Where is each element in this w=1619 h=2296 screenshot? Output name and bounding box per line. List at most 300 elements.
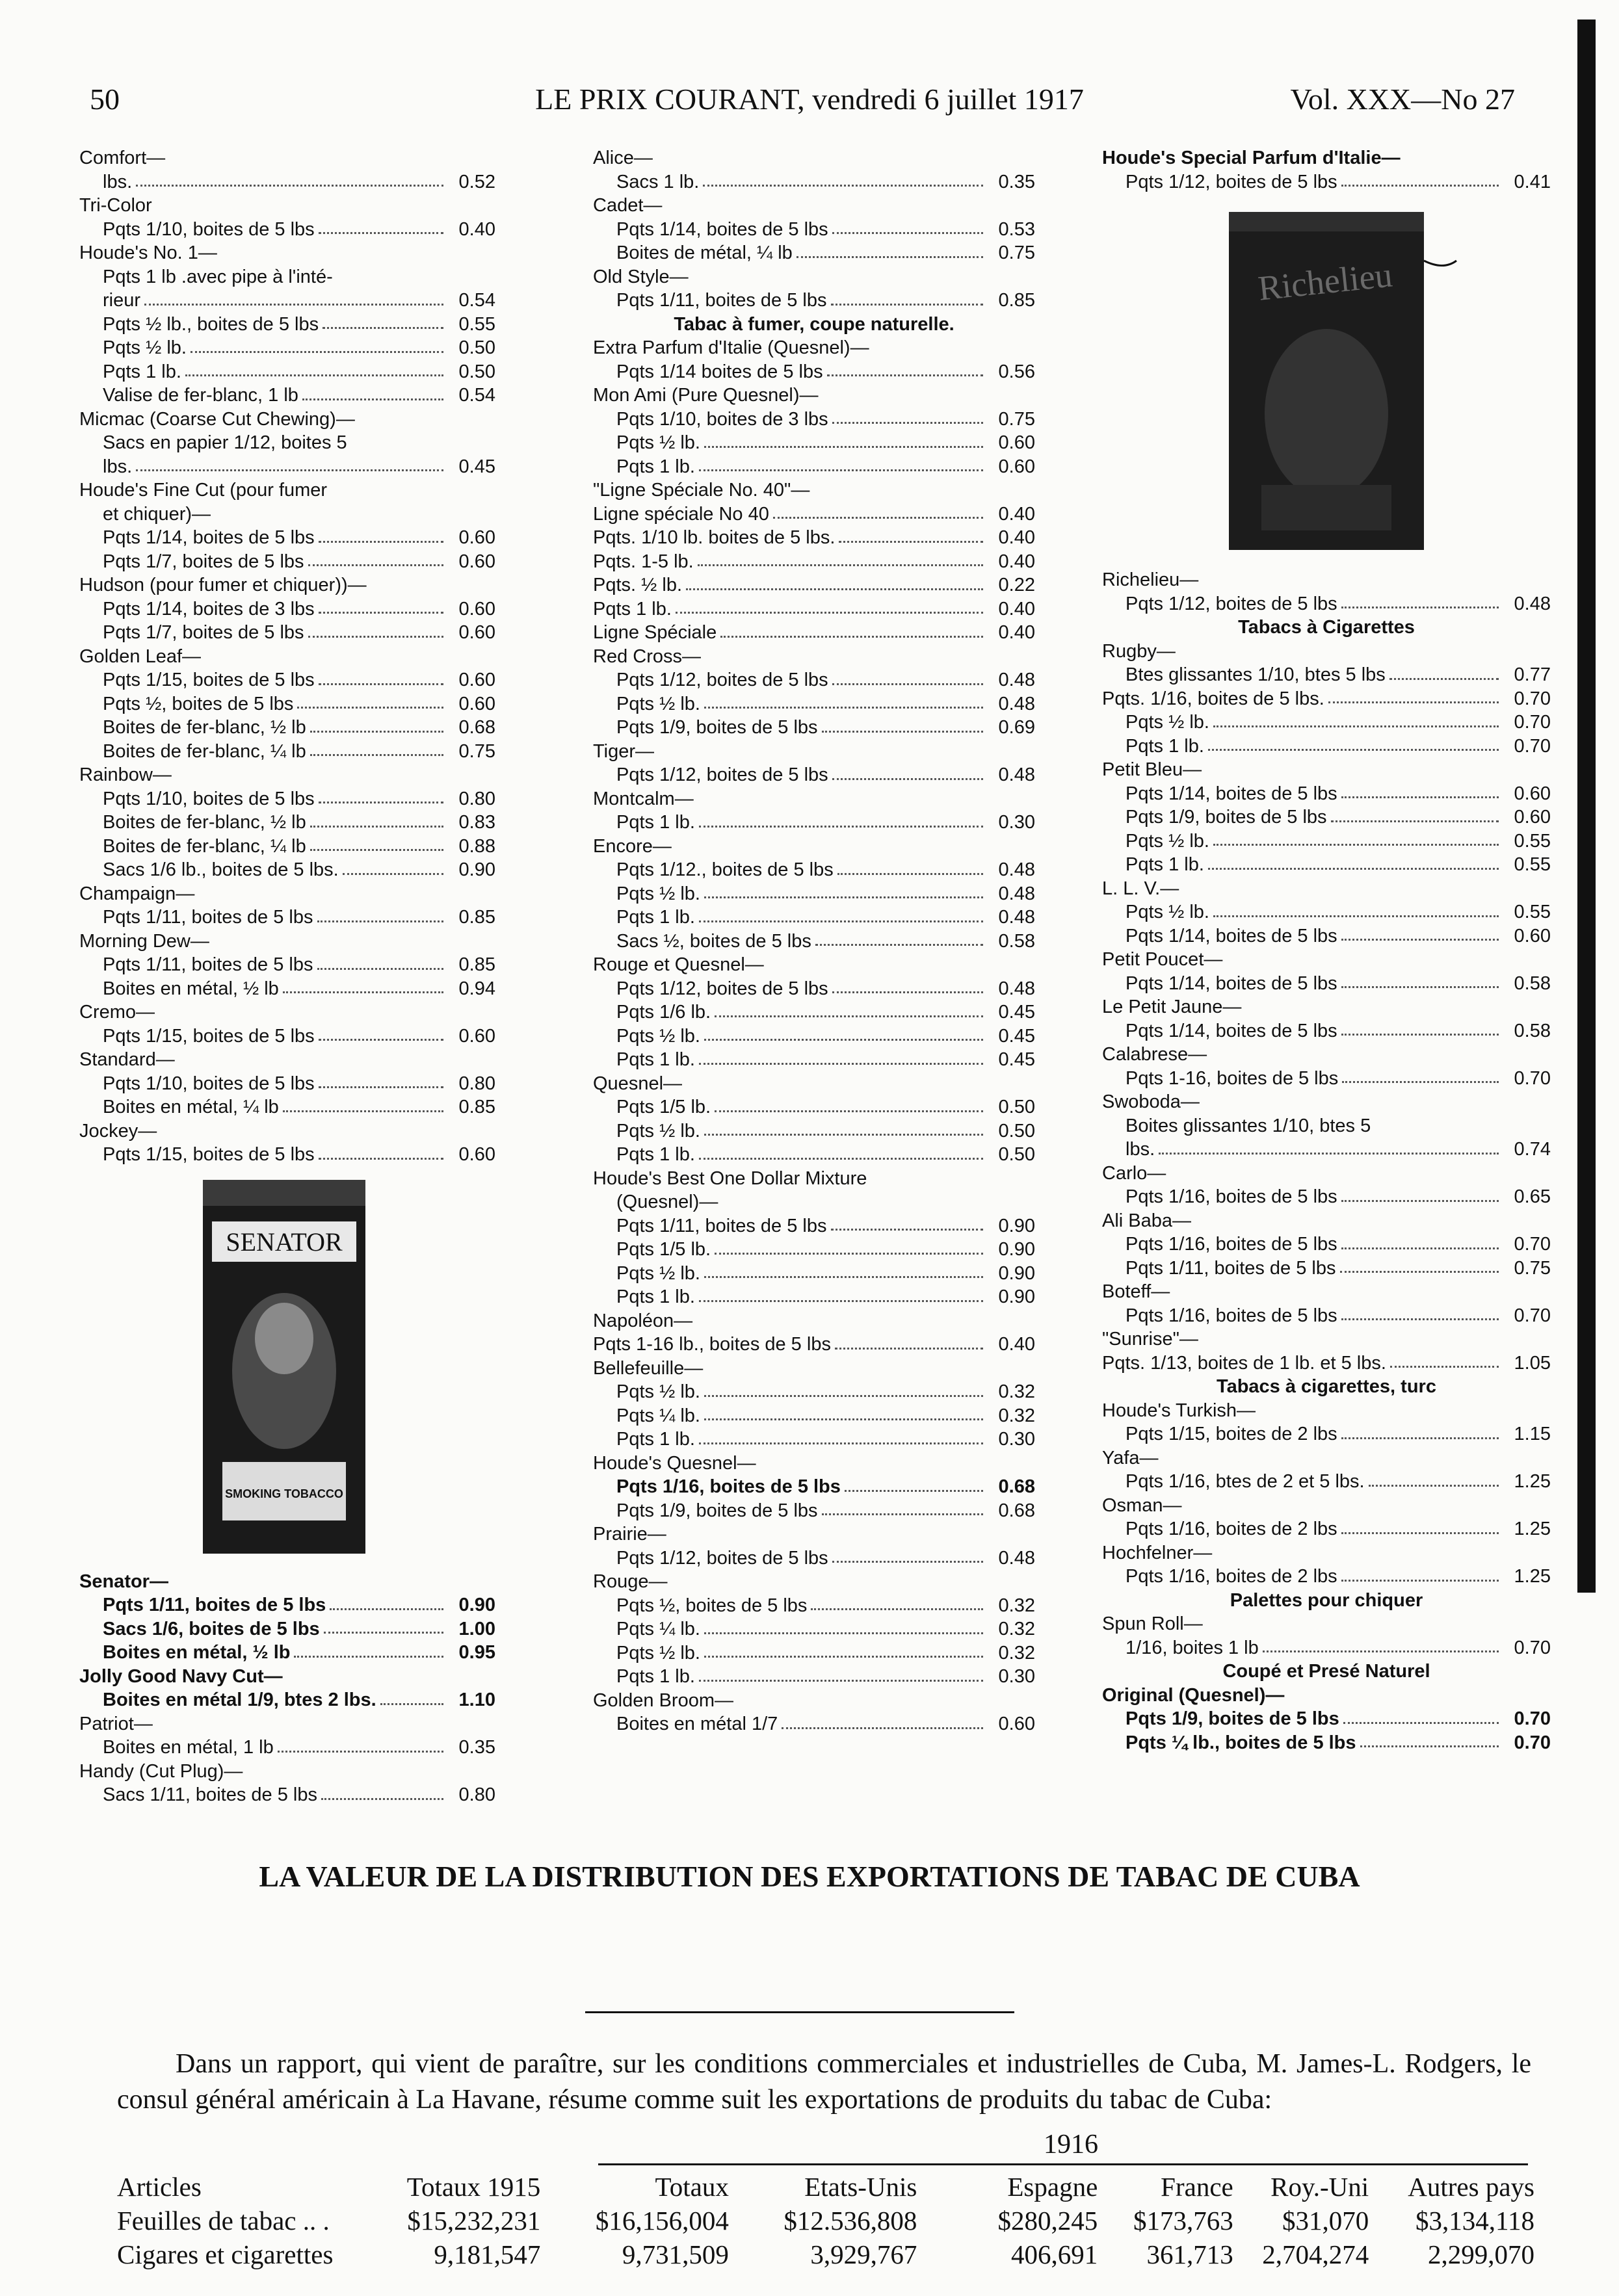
item-label: Petit Poucet— [1102,949,1223,970]
item-label: lbs. [103,456,133,477]
price-row [593,1024,1035,1049]
year-rule [598,2163,1528,2165]
item-price: 0.68 [458,717,495,738]
item-label: Houde's No. 1— [79,242,217,263]
item-label: Pqts 1/15, boites de 5 lbs [103,670,315,690]
dot-leader [839,541,983,543]
brand-heading [1102,1209,1551,1233]
senator-sub-text: SMOKING TOBACCO [225,1487,343,1500]
dot-leader [822,1513,983,1515]
table-cell: 9,181,547 [434,2239,541,2269]
brand-heading [593,1190,1035,1214]
item-label: Pqts ½ lb. [616,432,700,453]
item-price: 0.90 [998,1239,1035,1260]
brand-heading [79,265,495,289]
dot-leader [1341,1532,1499,1534]
dot-leader [319,612,443,614]
dot-leader [1360,1745,1499,1747]
price-row [593,1119,1035,1143]
table-header-cell: Totaux [655,2172,729,2202]
price-row [593,218,1035,242]
item-label: Swoboda— [1102,1091,1200,1112]
dot-leader [324,1632,443,1634]
brand-heading [1102,1090,1551,1114]
dot-leader [704,1039,983,1041]
item-price: 0.60 [1514,807,1551,828]
dot-leader [832,683,983,685]
price-row [593,1000,1035,1024]
item-price: 0.85 [458,907,495,928]
item-label: Boites de fer-blanc, ¼ lb [103,740,306,762]
item-label: Ali Baba— [1102,1210,1192,1231]
exports-table [117,2170,1534,2271]
item-price: 0.85 [998,290,1035,311]
dot-leader [144,304,443,306]
table-row [117,2237,1534,2271]
price-row [593,1404,1035,1428]
item-label: Pqts 1 lb. [616,1049,695,1070]
dot-leader [773,517,983,519]
price-row [79,336,495,360]
item-label: Old Style— [593,266,689,287]
table-cell: 2,299,070 [1428,2239,1534,2269]
item-price: 0.55 [458,313,495,335]
brand-heading [593,1452,1035,1476]
item-label: Pqts 1/14, boites de 5 lbs [1125,783,1337,804]
price-row [79,313,495,337]
dot-leader [1341,1200,1499,1202]
item-price: 0.48 [998,670,1035,690]
price-column-2 [593,146,1035,1736]
senator-tobacco-image [79,1176,495,1566]
item-price: 0.60 [458,527,495,548]
item-label: Yafa— [1102,1447,1159,1468]
brand-heading [79,573,495,597]
brand-heading [1102,146,1551,170]
dot-leader [185,374,443,376]
dot-leader [317,920,443,922]
table-cell: 3,929,767 [810,2239,917,2269]
item-label: Pqts 1/7, boites de 5 lbs [103,551,304,572]
price-row [593,241,1035,265]
item-label: Pqts ½ lb. [103,337,187,358]
item-label: Pqts 1 lb. [1125,735,1204,757]
price-row [593,1095,1035,1119]
item-label: Sacs 1 lb. [616,171,700,192]
dot-leader [1213,844,1499,846]
dot-leader [310,826,443,828]
price-row [79,1095,495,1119]
item-price: 0.68 [998,1500,1035,1521]
item-label: Pqts 1/12, boites de 5 lbs [1125,593,1337,614]
dot-leader [317,968,443,970]
item-price: 0.69 [998,717,1035,738]
dot-leader [704,1134,983,1136]
item-price: 0.40 [998,1334,1035,1355]
item-label: Pqts 1 lb. [616,812,695,833]
item-label: Boites de fer-blanc, ½ lb [103,717,306,738]
item-label: Morning Dew— [79,930,209,952]
brand-heading [79,502,495,527]
item-price: 0.35 [458,1737,495,1758]
item-price: 0.41 [1514,171,1551,192]
item-label: Pqts 1-16 lb., boites de 5 lbs [593,1334,831,1355]
brand-heading [593,384,1035,408]
item-label: Pqts ½ lb. [616,1025,700,1047]
brand-heading [1102,1494,1551,1518]
dot-leader [294,1656,443,1658]
dot-leader [1341,939,1499,941]
price-row [593,1475,1035,1499]
price-row [1102,1067,1551,1091]
item-label: Cadet— [593,195,663,216]
dot-leader [319,802,443,803]
item-label: Pqts 1/12, boites de 5 lbs [1125,171,1337,192]
price-row [593,573,1035,597]
price-row [79,835,495,859]
dot-leader [1341,796,1499,798]
dot-leader [827,374,983,376]
item-label: Pqts 1/14 boites de 5 lbs [616,361,823,382]
brand-heading [79,241,495,265]
price-row [79,170,495,194]
brand-heading [79,194,495,218]
page-number: 50 [90,83,120,116]
brand-heading [1102,1162,1551,1186]
item-label: Tabac à fumer, coupe naturelle. [674,313,954,335]
dot-leader [796,256,983,258]
table-row [117,2204,1534,2237]
item-price: 0.94 [458,978,495,999]
price-row [593,811,1035,835]
item-label: Pqts ½ lb. [1125,902,1209,922]
brand-heading [593,645,1035,669]
brand-heading [593,1689,1035,1713]
item-label: Rouge et Quesnel— [593,954,764,975]
brand-heading [1102,616,1551,640]
item-price: 1.10 [458,1689,495,1710]
price-row [79,692,495,716]
item-label: Houde's Fine Cut (pour fumer [79,480,328,501]
item-label: Houde's Turkish— [1102,1400,1256,1421]
dot-leader [322,327,443,329]
item-label: 1/16, boites 1 lb [1125,1637,1259,1658]
item-price: 0.55 [1514,830,1551,852]
item-price: 0.50 [458,361,495,382]
brand-heading [593,336,1035,360]
brand-heading [593,787,1035,811]
price-row [1102,1636,1551,1660]
brand-heading [593,194,1035,218]
item-label: rieur [103,290,141,311]
item-price: 0.30 [998,812,1035,833]
item-label: Hudson (pour fumer et chiquer))— [79,575,367,595]
price-row [79,1072,495,1096]
item-label: Jolly Good Navy Cut— [79,1665,283,1687]
item-label: Champaign— [79,883,195,904]
item-price: 0.70 [1514,1067,1551,1089]
dot-leader [302,398,443,400]
item-label: Patriot— [79,1713,153,1734]
item-price: 0.90 [458,859,495,880]
table-cell: 406,691 [1011,2239,1098,2269]
item-label: Pqts 1/9, boites de 5 lbs [616,717,818,738]
item-label: Extra Parfum d'Italie (Quesnel)— [593,337,869,358]
price-row [79,740,495,764]
dot-leader [1341,986,1499,988]
item-label: Pqts ½, boites de 5 lbs [103,693,294,714]
item-label: Pqts ¼ lb. [616,1619,700,1639]
price-row [593,170,1035,194]
item-label: Boites en métal 1/7 [616,1714,778,1734]
dot-leader [715,1253,983,1255]
item-price: 1.25 [1514,1519,1551,1539]
item-label: Pqts 1 lb. [593,598,672,620]
dot-leader [715,1110,983,1112]
dot-leader [310,731,443,733]
item-price: 0.85 [458,1097,495,1117]
item-price: 0.70 [1514,1732,1551,1753]
dot-leader [1208,749,1499,751]
item-price: 0.74 [1514,1139,1551,1160]
item-price: 0.60 [458,622,495,643]
dot-leader [835,1348,983,1350]
price-row [79,1641,495,1665]
brand-heading [1102,1684,1551,1708]
price-row [1102,1304,1551,1328]
item-label: Pqts 1/12, boites de 5 lbs [616,670,828,690]
brand-heading [79,1570,495,1594]
price-row [79,1024,495,1049]
item-label: Pqts ½ lb. [616,1262,700,1284]
price-row [593,1641,1035,1665]
price-row [1102,1422,1551,1446]
item-label: Pqts 1-16, boites de 5 lbs [1125,1067,1339,1089]
item-label: Ligne Spéciale [593,622,717,643]
dot-leader [1341,1437,1499,1439]
dot-leader [1340,1271,1499,1273]
item-label: Boites en métal, ½ lb [103,978,279,999]
item-label: Pqts 1/12, boites de 5 lbs [616,764,828,785]
item-label: Bellefeuille— [593,1357,704,1379]
item-label: Boites en métal, 1 lb [103,1737,274,1758]
dot-leader [1213,915,1499,917]
item-label: Sacs en papier 1/12, boites 5 [103,432,347,453]
item-price: 0.40 [998,551,1035,572]
item-label: Pqts 1/16, boites de 2 lbs [1125,1566,1337,1587]
dot-leader [837,873,983,875]
item-price: 0.80 [458,1073,495,1094]
article-paragraph: Dans un rapport, qui vient de paraître, sur les conditions commerciales et industrielles de Cuba, M. James-L. Rodgers, le consul général américain à La Havane, résume comme suit les exportations de produits du tabac de Cuba: [117,2049,1531,2115]
price-row [593,289,1035,313]
item-label: "Sunrise"— [1102,1329,1198,1350]
item-price: 0.70 [1514,735,1551,757]
item-price: 0.52 [458,171,495,192]
table-header-cell: Roy.-Uni [1270,2172,1369,2202]
item-price: 0.70 [1514,1637,1551,1658]
item-price: 0.60 [998,432,1035,453]
dot-leader [811,1608,983,1610]
table-cell: $280,245 [997,2206,1098,2236]
item-price: 1.25 [1514,1471,1551,1492]
item-label: Pqts 1 lb. [103,361,181,382]
price-row [1102,1707,1551,1731]
brand-heading [79,1760,495,1784]
item-price: 0.48 [998,859,1035,880]
item-label: Original (Quesnel)— [1102,1684,1285,1706]
brand-heading [1102,1280,1551,1304]
item-label: Pqts 1/11, boites de 5 lbs [616,290,827,311]
item-label: Napoléon— [593,1310,693,1331]
brand-heading [79,1000,495,1024]
dot-leader [308,636,443,638]
item-price: 0.32 [998,1381,1035,1402]
item-label: Tabacs à cigarettes, turc [1217,1376,1436,1397]
dot-leader [278,1751,443,1753]
item-label: Pqts 1/11, boites de 5 lbs [103,954,313,975]
item-label: Pqts 1/10, boites de 5 lbs [103,788,315,809]
item-label: L. L. V.— [1102,878,1179,899]
dot-leader [1343,1722,1499,1724]
item-price: 0.60 [458,551,495,572]
dot-leader [832,232,983,234]
item-price: 0.90 [458,1595,495,1615]
price-row [593,1428,1035,1452]
item-label: Pqts 1/16, boites de 5 lbs [1125,1186,1337,1207]
item-price: 0.85 [458,954,495,975]
dot-leader [380,1703,443,1705]
dot-leader [310,754,443,756]
item-label: Senator— [79,1571,168,1592]
item-label: Pqts ½ lb. [616,693,700,714]
item-label: Sacs ½, boites de 5 lbs [616,930,811,952]
dot-leader [832,422,983,424]
item-price: 0.48 [998,978,1035,999]
item-label: Pqts. 1/13, boites de 1 lb. et 5 lbs. [1102,1352,1386,1374]
item-label: Pqts 1/14, boites de 5 lbs [1125,925,1337,946]
item-price: 0.60 [1514,925,1551,946]
price-row [593,1214,1035,1238]
price-row [593,906,1035,930]
item-label: Boites en métal, ¼ lb [103,1097,279,1117]
dot-leader [832,778,983,780]
item-price: 0.48 [998,693,1035,714]
brand-heading [1102,568,1551,592]
item-label: Pqts 1/12, boites de 5 lbs [616,1547,828,1569]
dot-leader [831,304,983,306]
price-row [593,621,1035,645]
item-label: Hochfelner— [1102,1542,1213,1563]
price-row [1102,1565,1551,1589]
item-label: Ligne spéciale No 40 [593,503,769,525]
dot-leader [1263,1650,1499,1652]
item-label: Pqts 1/11, boites de 5 lbs [103,907,313,928]
item-label: Sacs 1/6, boites de 5 lbs [103,1618,320,1639]
brand-heading [593,953,1035,977]
brand-heading [1102,1660,1551,1684]
item-price: 0.58 [1514,972,1551,994]
item-label: Pqts 1/11, boites de 5 lbs [103,1595,326,1615]
price-row [79,716,495,740]
brand-heading [79,1119,495,1143]
price-row [1102,1351,1551,1376]
item-label: Rugby— [1102,640,1176,662]
dot-leader [845,1490,983,1492]
dot-leader [831,1229,983,1231]
dot-leader [319,232,443,234]
price-row [1102,900,1551,924]
brand-heading [79,645,495,669]
item-label: Pqts 1/15, boites de 5 lbs [103,1144,315,1165]
item-price: 0.30 [998,1429,1035,1450]
item-label: Tiger— [593,740,654,762]
brand-heading [1102,877,1551,901]
item-label: Pqts 1/14, boites de 5 lbs [1125,972,1337,994]
item-price: 0.90 [998,1262,1035,1284]
dot-leader [1213,725,1499,727]
brand-heading [1102,1327,1551,1351]
item-label: lbs. [103,171,133,192]
item-price: 0.60 [458,598,495,620]
dot-leader [136,185,443,187]
item-label: Quesnel— [593,1073,683,1094]
brand-heading [1102,1612,1551,1636]
price-row [593,1594,1035,1618]
table-cell: $31,070 [1282,2206,1369,2236]
price-row [593,360,1035,384]
item-label: Pqts ½ lb. [616,1381,700,1402]
brand-heading [593,1357,1035,1381]
table-header-cell: France [1161,2172,1233,2202]
price-row [1102,924,1551,948]
item-label: Rainbow— [79,764,172,785]
item-label: Pqts. 1/16, boites de 5 lbs. [1102,688,1324,709]
dot-leader [699,1063,983,1065]
dot-leader [1341,1034,1499,1036]
table-cell: Feuilles de tabac .. . [117,2206,330,2236]
price-row [79,787,495,811]
dot-leader [297,707,443,709]
item-label: Pqts 1/5 lb. [616,1239,711,1260]
table-header-cell: Etats-Unis [804,2172,917,2202]
price-column-3 [1102,146,1551,1755]
item-label: Sacs 1/11, boites de 5 lbs [103,1784,317,1805]
dot-leader [330,1608,443,1610]
item-label: Boites glissantes 1/10, btes 5 [1125,1115,1371,1136]
item-label: et chiquer)— [103,503,211,525]
item-label: Pqts 1/10, boites de 5 lbs [103,1073,315,1094]
dot-leader [782,1727,983,1729]
item-label: Cremo— [79,1002,155,1023]
dot-leader [1390,1366,1499,1368]
item-price: 0.56 [998,361,1035,382]
item-price: 0.48 [998,1547,1035,1569]
item-label: Spun Roll— [1102,1613,1203,1634]
item-label: Standard— [79,1049,175,1070]
brand-heading [79,930,495,954]
dot-leader [704,1395,983,1397]
price-row [593,1499,1035,1523]
dot-leader [1341,1318,1499,1320]
item-label: Pqts 1/10, boites de 5 lbs [103,218,315,240]
table-cell: $173,763 [1133,2206,1233,2236]
item-label: Pqts ½, boites de 5 lbs [616,1595,808,1616]
item-price: 0.55 [1514,902,1551,922]
brand-heading [1102,1043,1551,1067]
item-label: Pqts ¼ lb. [616,1405,700,1426]
dot-leader [704,1418,983,1420]
item-label: Golden Leaf— [79,646,202,667]
